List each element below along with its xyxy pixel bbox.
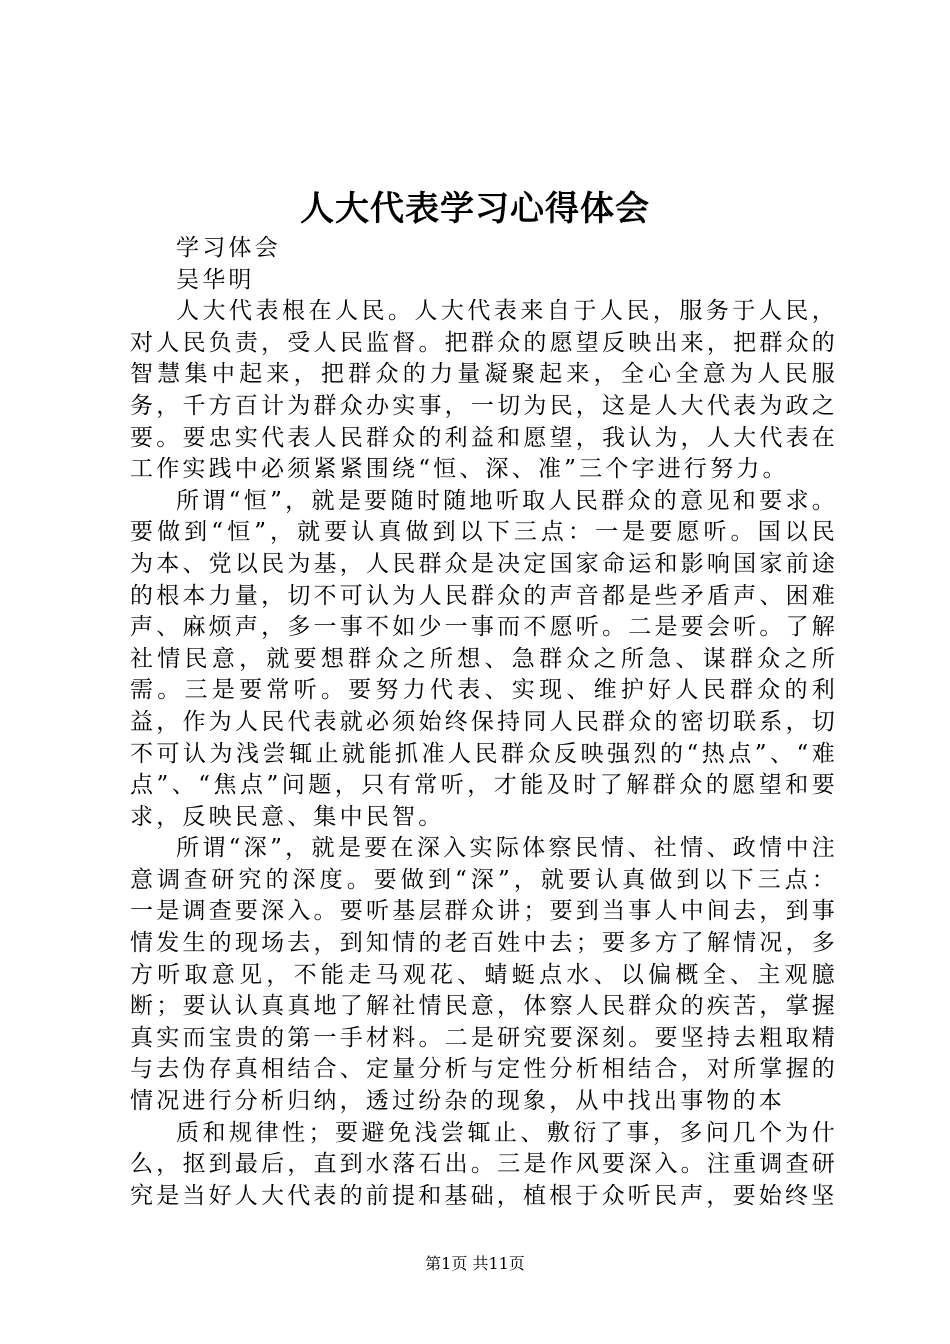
page-footer: 第1页 共11页 — [425, 1254, 525, 1273]
document-author: 吴华明 — [176, 266, 255, 293]
paragraph-3: 所谓“深”，就是要在深入实际体察民情、社情、政情中注意调查研究的深度。要做到“深”，就要认真做到以下三点：一是调查要深入。要听基层群众讲；要到当事人中间去，到事情发生的现场去，到知情的老百姓中去；要多方了解情况，多方听取意见，不能走马观花、蜻蜓点水、以偏概全、主观臆断；要认认真真地了解社情民意，体察人民群众的疾苦，掌握真实而宝贵的第一手材料。二是研究要深刻。要坚持去粗取精与去伪存真相结合、定量分析与定性分析相结合，对所掌握的情况进行分析归纳，透过纷杂的现象，从中找出事物的本 — [130, 835, 838, 1115]
document-subtitle: 学习体会 — [176, 235, 281, 261]
paragraph-4: 质和规律性；要避免浅尝辄止、敷衍了事，多问几个为什么，抠到最后，直到水落石出。三是作风要深入。注重调查研究是当好人大代表的前提和基础，植根于众听民声，要始终坚 — [130, 1119, 838, 1209]
document-body — [130, 233, 838, 1212]
paragraph-1: 人大代表根在人民。人大代表来自于人民，服务于人民，对人民负责，受人民监督。把群众的愿望反映出来，把群众的智慧集中起来，把群众的力量凝聚起来，全心全意为人民服务，千方百计为群众办实事，一切为民，这是人大代表为政之要。要忠实代表人民群众的利益和愿望，我认为，人大代表在工作实践中必须紧紧围绕“恒、深、准”三个字进行努力。 — [130, 298, 838, 483]
paragraph-2: 所谓“恒”，就是要随时随地听取人民群众的意见和要求。要做到“恒”，就要认真做到以下三点：一是要愿听。国以民为本、党以民为基，人民群众是决定国家命运和影响国家前途的根本力量，切不可认为人民群众的声音都是些矛盾声、困难声、麻烦声，多一事不如少一事而不愿听。二是要会听。了解社情民意，就要想群众之所想、急群众之所急、谋群众之所需。三是要常听。要努力代表、实现、维护好人民群众的利益，作为人民代表就必须始终保持同人民群众的密切联系，切不可认为浅尝辄止就能抓准人民群众反映强烈的“热点”、“难点”、“焦点”问题，只有常听，才能及时了解群众的愿望和要求，反映民意、集中民智。 — [130, 487, 838, 830]
document-title: 人大代表学习心得体会 — [300, 189, 650, 229]
